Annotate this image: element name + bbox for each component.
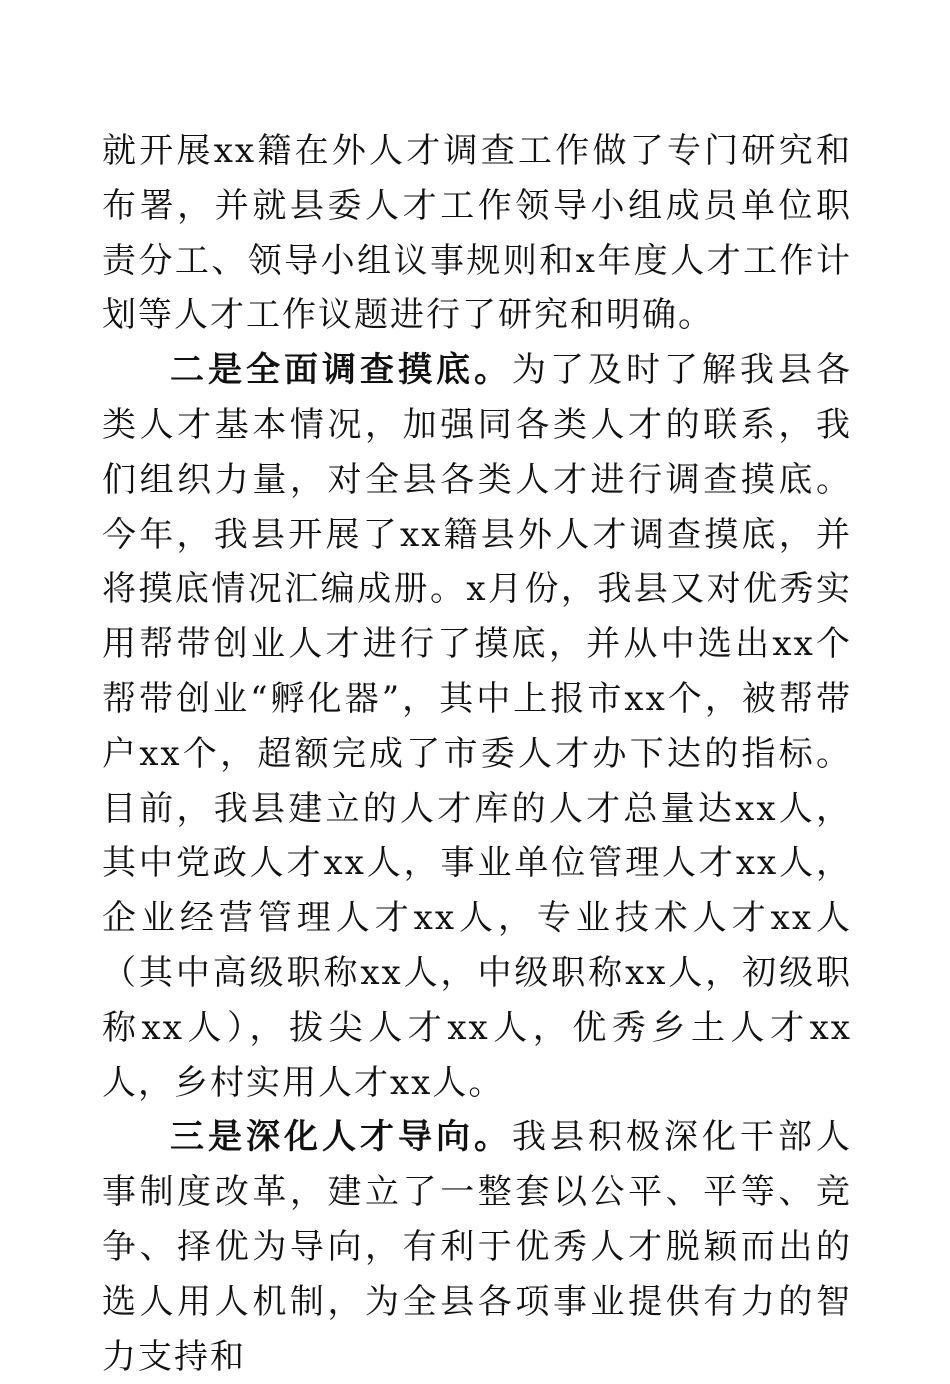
paragraph-3 (102, 1110, 852, 1384)
paragraph-2 (102, 343, 852, 1110)
paragraph-3-heading: 三是深化人才导向。 (170, 1117, 512, 1158)
document-body (102, 124, 852, 1384)
paragraph-1: 就开展xx籍在外人才调查工作做了专门研究和布署，并就县委人才工作领导小组成员单位职责分工、领导小组议事规则和x年度人才工作计划等人才工作议题进行了研究和明确。 (102, 131, 852, 336)
paragraph-2-body: 为了及时了解我县各类人才基本情况，加强同各类人才的联系，我们组织力量，对全县各类人才进行调查摸底。今年，我县开展了xx籍县外人才调查摸底，并将摸底情况汇编成册。x月份，我县又对优秀实用帮带创业人才进行了摸底，并从中选出xx个帮带创业“孵化器”，其中上报市xx个，被帮带户xx个，超额完成了市委人才办下达的指标。目前，我县建立的人才库的人才总量达xx人，其中党政人才xx人，事业单位管理人才xx人，企业经营管理人才xx人，专业技术人才xx人（其中高级职称xx人，中级职称xx人，初级职称xx人），拔尖人才xx人，优秀乡土人才xx人，乡村实用人才xx人。 (102, 350, 852, 1103)
paragraph-2-heading: 二是全面调查摸底。 (170, 350, 512, 391)
paragraph-3-body: 我县积极深化干部人事制度改革，建立了一整套以公平、平等、竞争、择优为导向，有利于优秀人才脱颖而出的选人用人机制，为全县各项事业提供有力的智力支持和 (102, 1117, 852, 1377)
